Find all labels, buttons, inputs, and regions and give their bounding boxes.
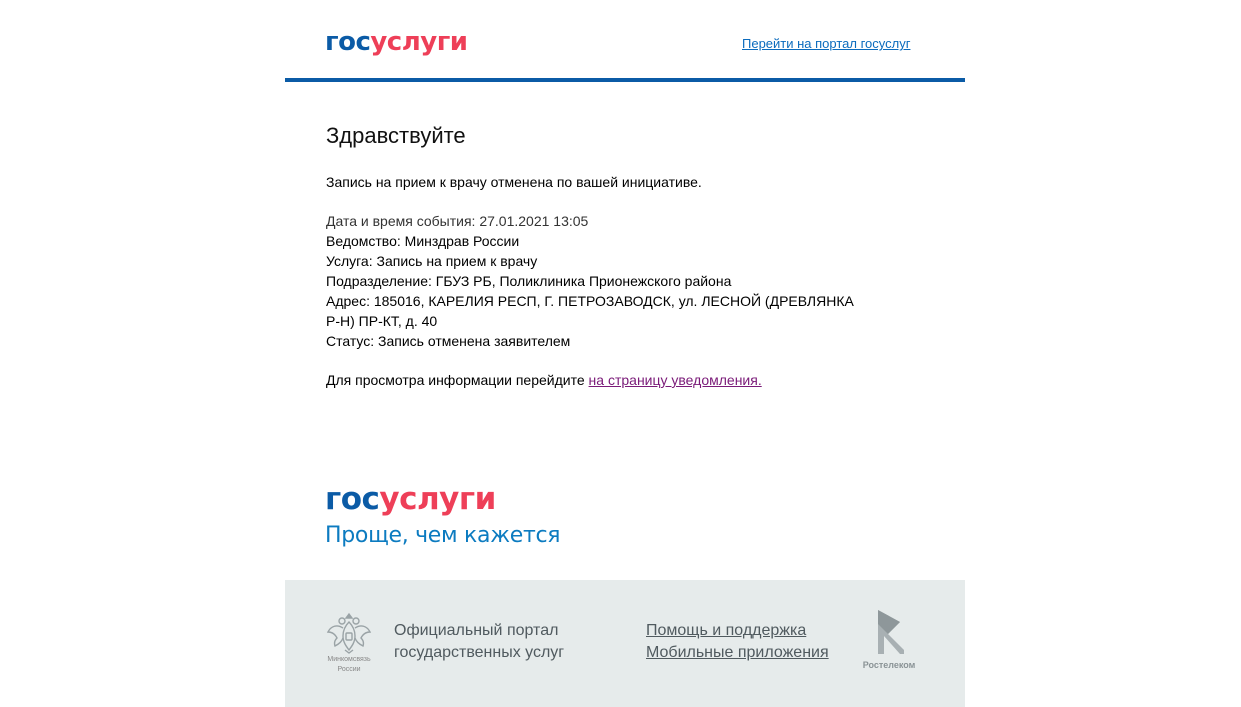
event-address-line1: Адрес: 185016, КАРЕЛИЯ РЕСП, Г. ПЕТРОЗАВОДСК, ул. ЛЕСНОЙ (ДРЕВЛЯНКА [326,293,854,309]
event-service: Услуга: Запись на прием к врачу [326,253,538,269]
coat-of-arms-icon [325,610,373,654]
greeting-heading: Здравствуйте [326,123,466,148]
gosuslugi-logo-large[interactable]: госуслуги [325,481,496,517]
promo-logo-block [325,481,496,517]
event-agency: Ведомство: Минздрав России [326,233,520,249]
gosuslugi-logo[interactable]: госуслуги [325,27,468,57]
event-status: Статус: Запись отменена заявителем [326,333,571,349]
intro-text: Запись на прием к врачу отменена по вашей инициативе. [326,174,702,190]
promo-tagline: Проще, чем кажется [325,523,561,548]
notify-text [326,370,926,390]
official-line2: государственных услуг [394,644,565,661]
official-portal-text [394,620,564,664]
rostelecom-icon [874,610,904,654]
email-footer [285,580,965,707]
rostelecom-caption: Ростелеком [862,660,916,670]
email-header [285,0,965,82]
emblem-caption-line2: России [337,666,361,673]
portal-link[interactable]: Перейти на портал госуслуг [742,36,911,51]
emblem-caption-line1: Минкомсвязь [327,656,371,663]
notify-prefix: Для просмотра информации перейдите [326,372,589,388]
message-body [326,120,926,390]
event-address-line2: Р-Н) ПР-КТ, д. 40 [326,313,438,329]
official-line1: Официальный портал [394,622,559,639]
footer-links [646,620,829,664]
mobile-apps-link[interactable]: Мобильные приложения [646,644,829,661]
rostelecom-logo[interactable] [859,610,919,670]
event-division: Подразделение: ГБУЗ РБ, Поликлиника Прионежского района [326,273,732,289]
email-container [285,0,965,707]
notification-page-link[interactable]: на страницу уведомления. [588,372,762,388]
minkomsvyaz-emblem [323,610,375,674]
event-details [326,211,926,351]
help-support-link[interactable]: Помощь и поддержка [646,622,807,639]
event-datetime: Дата и время события: 27.01.2021 13:05 [326,213,589,229]
